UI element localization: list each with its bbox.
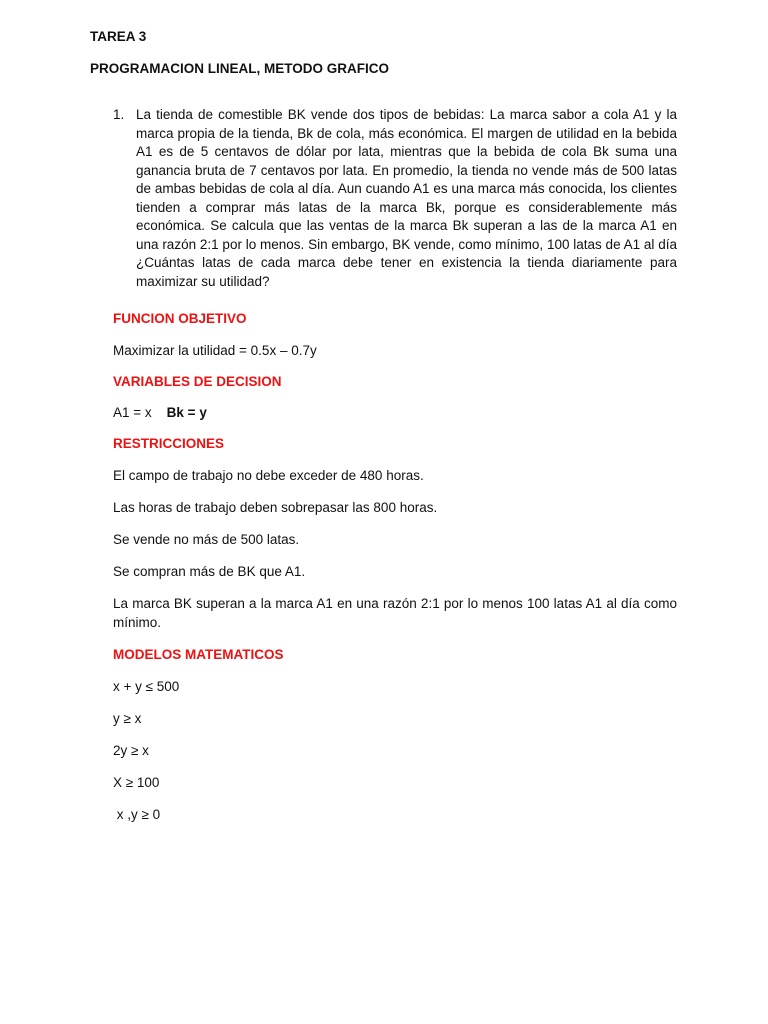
variable-bk: Bk = y [166, 405, 207, 420]
document-subtitle: PROGRAMACION LINEAL, METODO GRAFICO [90, 61, 389, 76]
variable-a1: A1 = x [113, 405, 152, 420]
math-model-item: x + y ≤ 500 [113, 679, 180, 694]
decision-variables-heading: VARIABLES DE DECISION [113, 374, 282, 389]
math-model-item: x ,y ≥ 0 [113, 807, 161, 822]
math-model-item: y ≥ x [113, 711, 142, 726]
decision-variables-line [113, 404, 207, 422]
restriction-item: Las horas de trabajo deben sobrepasar las 800 horas. [113, 500, 438, 515]
restriction-item: El campo de trabajo no debe exceder de 480 horas. [113, 468, 424, 483]
math-models-heading: MODELOS MATEMATICOS [113, 647, 284, 662]
document-title: TAREA 3 [90, 29, 147, 44]
problem-statement: La tienda de comestible BK vende dos tipos de bebidas: La marca sabor a cola A1 y la marca propia de la tienda, Bk de cola, más económica. El margen de utilidad en la bebida A1 es de 5 centavos de dólar por lata, mientras que la bebida de cola Bk suma una ganancia bruta de 7 centavos por lata. En promedio, la tienda no vende más de 500 latas de ambas bebidas de cola al día. Aun cuando A1 es una marca más conocida, los clientes tienden a comprar más latas de la marca Bk, porque es considerablemente más económica. Se calcula que las ventas de la marca Bk superan a las de la marca A1 en una razón 2:1 por lo menos. Sin embargo, BK vende, como mínimo, 100 latas de A1 al día ¿Cuántas latas de cada marca debe tener en existencia la tienda diariamente para maximizar su utilidad? [136, 107, 677, 289]
math-model-item: X ≥ 100 [113, 775, 160, 790]
restrictions-heading: RESTRICCIONES [113, 436, 225, 451]
restriction-item: Se vende no más de 500 latas. [113, 532, 300, 547]
problem-number: 1. [113, 107, 125, 122]
restriction-item: Se compran más de BK que A1. [113, 564, 306, 579]
objective-function-heading: FUNCION OBJETIVO [113, 311, 247, 326]
objective-function-text: Maximizar la utilidad = 0.5x – 0.7y [113, 343, 317, 358]
restriction-item: La marca BK superan a la marca A1 en una razón 2:1 por lo menos 100 latas A1 al día como mínimo. [113, 596, 677, 630]
math-model-item: 2y ≥ x [113, 743, 149, 758]
